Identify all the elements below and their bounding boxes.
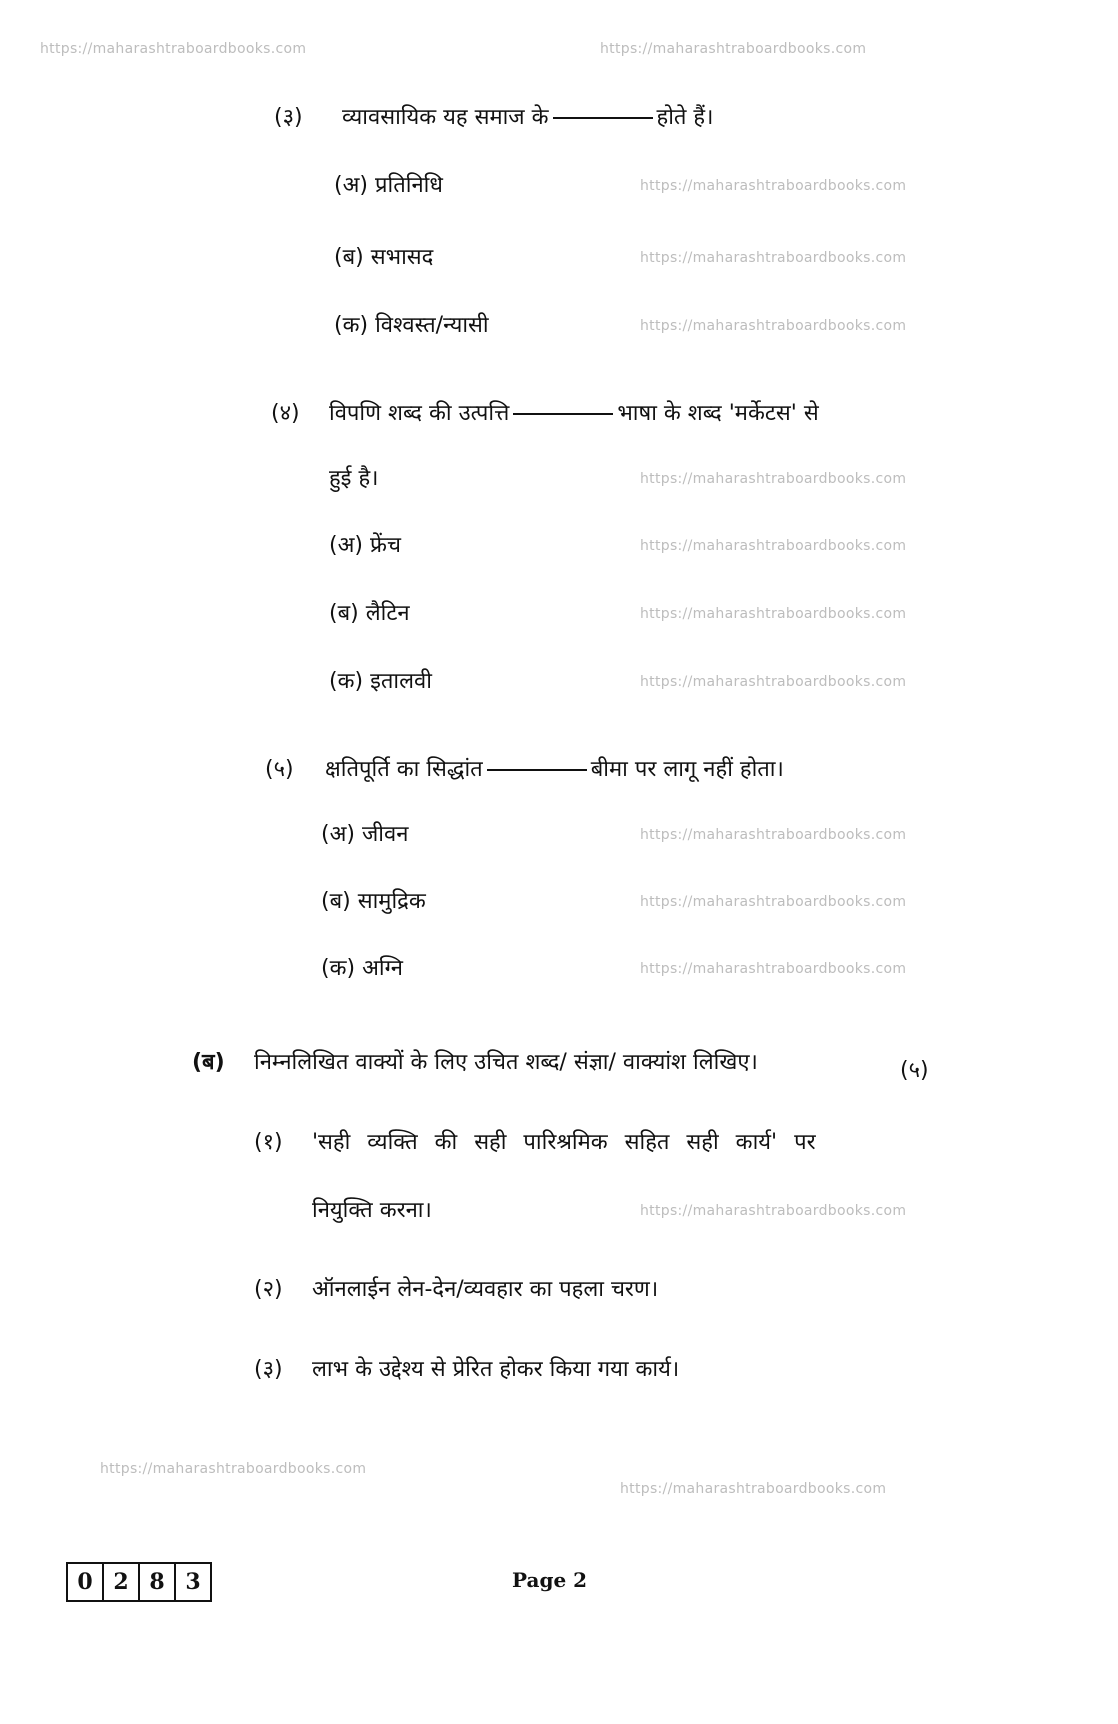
watermark: https://maharashtraboardbooks.com xyxy=(640,606,907,622)
watermark: https://maharashtraboardbooks.com xyxy=(640,178,907,194)
item-number: (३) xyxy=(254,1357,283,1382)
watermark: https://maharashtraboardbooks.com xyxy=(640,471,907,487)
section-instruction: निम्नलिखित वाक्यों के लिए उचित शब्द/ संज्ञा/ वाक्यांश लिखिए। xyxy=(254,1050,758,1075)
item-text-continued: नियुक्ति करना। xyxy=(312,1198,432,1223)
question-text-continued: हुई है। xyxy=(329,466,379,491)
code-digit: 0 xyxy=(68,1564,104,1600)
code-digit: 8 xyxy=(140,1564,176,1600)
watermark: https://maharashtraboardbooks.com xyxy=(640,827,907,843)
option: (क) इतालवी xyxy=(329,669,432,694)
watermark: https://maharashtraboardbooks.com xyxy=(640,318,907,334)
item-text: ऑनलाईन लेन-देन/व्यवहार का पहला चरण। xyxy=(312,1277,659,1302)
code-digit: 2 xyxy=(104,1564,140,1600)
page-number: Page 2 xyxy=(512,1568,588,1592)
watermark: https://maharashtraboardbooks.com xyxy=(40,41,307,57)
watermark: https://maharashtraboardbooks.com xyxy=(640,674,907,690)
section-marks: (५) xyxy=(900,1058,929,1083)
option: (ब) सामुद्रिक xyxy=(321,889,426,914)
watermark: https://maharashtraboardbooks.com xyxy=(620,1481,887,1497)
option: (ब) लैटिन xyxy=(329,601,410,626)
code-digit: 3 xyxy=(185,1569,201,1595)
item-number: (२) xyxy=(254,1277,283,1302)
paper-code-box xyxy=(66,1562,212,1602)
question-text: विपणि शब्द की उत्पत्ति भाषा के शब्द 'मर्केटस' से xyxy=(329,401,819,426)
question-number: (४) xyxy=(271,401,300,426)
watermark: https://maharashtraboardbooks.com xyxy=(100,1461,367,1477)
option: (क) अग्नि xyxy=(321,956,403,981)
watermark: https://maharashtraboardbooks.com xyxy=(600,41,867,57)
option: (क) विश्वस्त/न्यासी xyxy=(334,313,489,338)
item-text: लाभ के उद्देश्य से प्रेरित होकर किया गया कार्य। xyxy=(312,1357,680,1382)
option: (अ) फ्रेंच xyxy=(329,533,401,558)
question-number: (५) xyxy=(265,757,294,782)
watermark: https://maharashtraboardbooks.com xyxy=(640,250,907,266)
option: (ब) सभासद xyxy=(334,245,434,270)
watermark: https://maharashtraboardbooks.com xyxy=(640,894,907,910)
item-number: (१) xyxy=(254,1130,283,1155)
option: (अ) जीवन xyxy=(321,822,409,847)
question-text: क्षतिपूर्ति का सिद्धांत बीमा पर लागू नहीं होता। xyxy=(325,757,784,782)
item-text: 'सही व्यक्ति की सही पारिश्रमिक सहित सही कार्य' पर xyxy=(312,1130,816,1155)
question-number: (३) xyxy=(274,105,303,130)
option: (अ) प्रतिनिधि xyxy=(334,173,443,198)
question-text: व्यावसायिक यह समाज के होते हैं। xyxy=(342,105,714,130)
watermark: https://maharashtraboardbooks.com xyxy=(640,538,907,554)
watermark: https://maharashtraboardbooks.com xyxy=(640,961,907,977)
watermark: https://maharashtraboardbooks.com xyxy=(640,1203,907,1219)
section-label: (ब) xyxy=(192,1050,225,1075)
